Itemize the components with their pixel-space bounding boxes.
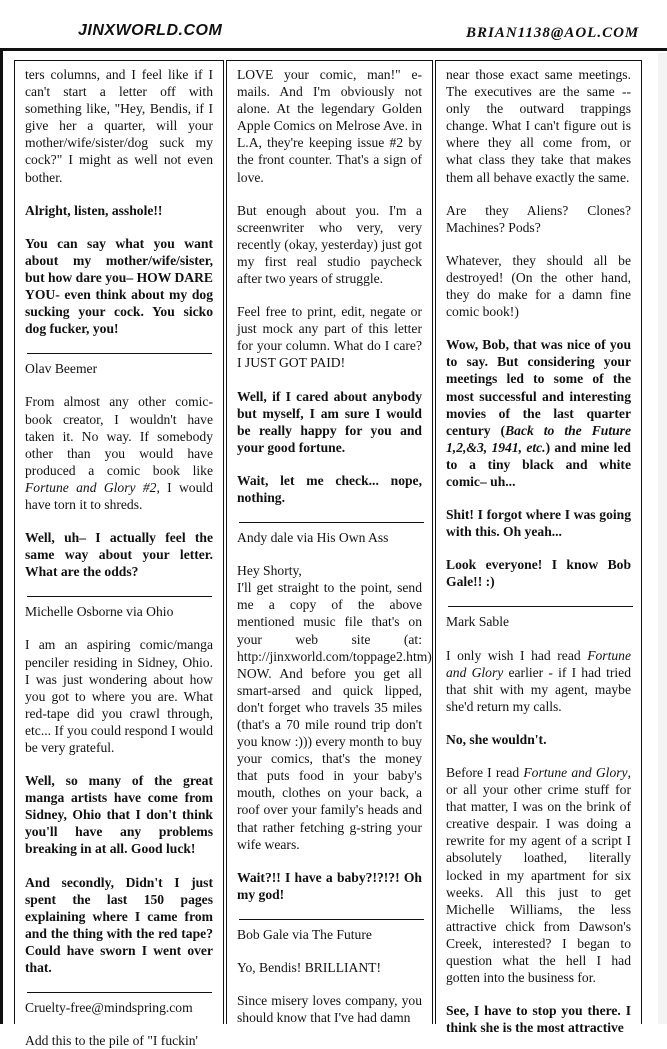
letter-paragraph: Since misery loves company, you should know that I've had damn [237, 993, 422, 1026]
letter-paragraph [446, 764, 631, 986]
letter-paragraph: But enough about you. I'm a screenwriter who very, very recently (okay, yesterday) just got my first real studio paycheck after two years of struggle. [237, 202, 422, 287]
text-run: Before I read [446, 765, 524, 780]
reply-paragraph: Well, so many of the great manga artists have come from Sidney, Ohio that I don't think you'll have any problems breaking in at all. Good luck! [25, 773, 213, 857]
column-1-text [25, 66, 213, 1049]
reply-paragraph: Well, uh– I actually feel the same way about your letter. What are the odds? [25, 530, 213, 580]
text-run: earlier - if I had tried that shit with my agent, maybe she'd return my calls. [446, 664, 631, 714]
letters-column-1 [14, 60, 224, 1049]
letters-column-3 [435, 60, 642, 1036]
letter-signature: Michelle Osborne via Ohio [25, 604, 174, 620]
letter-paragraph: I am an aspiring comic/manga penciler residing in Sidney, Ohio. I was just wondering about how you got to where you are. What red-tape did you crawl through, etc... If you could respond I would be very grateful. [25, 637, 213, 755]
letter-paragraph: Whatever, they should all be destroyed! (On the other hand, they do make for a damn fine comic book!) [446, 252, 631, 320]
reply-paragraph: You can say what you want about my mother/wife/sister, but how dare you– HOW DARE YOU- even think about my dog sucking your cock. You sicko dog fucker, you! [25, 235, 213, 337]
page-spine-line [0, 48, 3, 1024]
letter-divider [27, 353, 212, 354]
reply-paragraph: See, I have to stop you there. I think she is the most attractive [446, 1003, 631, 1036]
page-edge [658, 53, 667, 1024]
email-header: BRIAN1138@AOL.COM [466, 25, 640, 41]
letter-paragraph: I'll get straight to the point, send me a copy of the above mentioned music file that's on your web site (at: http://jinxworld.com/toppage2.htm) NOW. And before you get all smart-arsed and quick lipped, don't forget who travels 35 miles (that's a 70 mile round trip don't you know :))) every month to buy your comics, that's the money that puts food in your baby's mouth, clothes on your back, a roof over your family's heads and that rather fetching g-string your wife wears. [237, 580, 432, 852]
letter-paragraph: ters columns, and I feel like if I can't start a letter off with something like, "Hey, Bendis, if I give her a quarter, will your mother/wife/sister/dog suck my cock?" I might as well not even bother. [25, 67, 213, 185]
reply-paragraph: Wait, let me check... nope, nothing. [237, 472, 422, 505]
letter-signature: Olav Beemer [25, 361, 98, 377]
reply-paragraph [446, 336, 631, 490]
reply-paragraph: Shit! I forgot where I was going with this. Oh yeah... [446, 507, 631, 540]
header-divider [0, 48, 667, 51]
letter-paragraph: Feel free to print, edit, negate or just mock any part of this letter for your column. What do I care? I JUST GOT PAID! [237, 304, 422, 371]
letter-divider [448, 606, 633, 607]
letter-divider [27, 596, 212, 597]
text-run: I only wish I had read [446, 647, 588, 663]
text-run: Wow, Bob, that was nice of you to say. But considering your meetings led to some of the most successful and interesting movies of the last quarter century ( [446, 337, 631, 438]
letter-paragraph: Add this to the pile of "I fuckin' [25, 1033, 198, 1049]
reply-paragraph: No, she wouldn't. [446, 731, 547, 747]
letter-signature: Bob Gale via The Future [237, 926, 372, 942]
reply-paragraph: Look everyone! I know Bob Gale!! :) [446, 557, 631, 590]
site-header: JINXWORLD.COM [78, 22, 223, 39]
comic-title: Fortune and Glory #2 [25, 479, 157, 495]
text-run: , I would have torn it to shreds. [25, 479, 213, 512]
column-3-text [446, 66, 631, 1036]
letter-divider [27, 992, 212, 993]
letter-signature: Andy dale via His Own Ass [237, 530, 389, 546]
letter-paragraph: Yo, Bendis! BRILLIANT! [237, 960, 381, 976]
text-run: ) and mine led to a tiny black and white comic– uh... [446, 439, 631, 489]
letter-signature: Cruelty-free@mindspring.com [25, 1000, 193, 1016]
letter-divider [239, 919, 424, 920]
column-2-text [237, 66, 432, 1026]
letter-paragraph: near those exact same meetings. The executives are the same -- only the outward trappings change. What I can't figure out is where they all come from, or what class they take that makes them all behave exactly the same. [446, 67, 631, 185]
letter-paragraph: Are they Aliens? Clones? Machines? Pods? [446, 202, 631, 235]
movie-titles: Back to the Future 1,2,&3, 1941, etc. [446, 422, 631, 455]
letter-paragraph [446, 647, 631, 715]
letter-signature: Mark Sable [446, 614, 510, 630]
letter-paragraph: LOVE your comic, man!" e-mails. And I'm obviously not alone. At the legendary Golden Apple Comics on Melrose Ave. in L.A, they're keeping issue #2 by the front counter. That's a sign of love. [237, 67, 422, 185]
letter-greeting: Hey Shorty, [237, 563, 302, 579]
comic-title: Fortune and Glory [446, 647, 631, 680]
reply-paragraph: Well, if I cared about anybody but myself, I am sure I would be really happy for you and your good fortune. [237, 388, 422, 455]
text-run: , or all your other crime stuff for that matter, I was on the brink of creative despair. I was doing a rewrite for my agent of a script I absolutely loathed, literally locked in my apartment for six weeks. All this just to get Michelle Williams, the less attractive chick from Dawson's Creek, interested? I began to question what the hell I had gotten into the business for. [446, 765, 631, 986]
letters-column-2 [226, 60, 433, 1024]
comic-title: Fortune and Glory [523, 765, 628, 780]
reply-paragraph: Wait?!! I have a baby?!?!?! Oh my god! [237, 869, 422, 902]
letter-paragraph [25, 393, 213, 513]
reply-paragraph: Alright, listen, asshole!! [25, 202, 163, 218]
reply-paragraph: And secondly, Didn't I just spent the last 150 pages explaining where I came from and the thing with the red tape? Could have sworn I went over that. [25, 874, 213, 976]
letter-divider [239, 522, 424, 523]
text-run: From almost any other comic-book creator, I wouldn't have taken it. No way. If somebody other than you would have produced a comic book like [25, 394, 213, 478]
